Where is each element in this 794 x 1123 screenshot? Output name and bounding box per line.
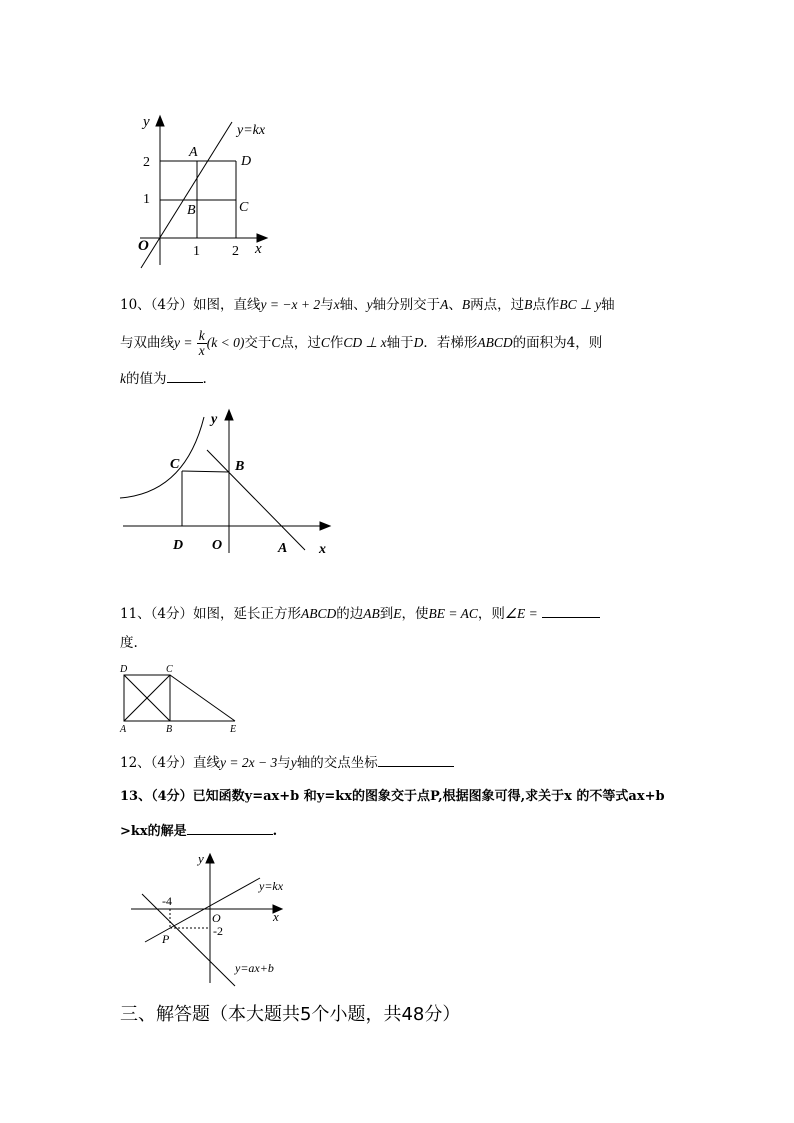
point-label-e: E	[230, 724, 237, 735]
line-y-ax-plus-b	[142, 894, 235, 986]
question-number: 11、（4分）	[120, 606, 194, 622]
question-10-line-2	[120, 328, 602, 358]
var-y: y	[290, 755, 297, 770]
text: 度.	[120, 635, 138, 651]
point-label-a: A	[189, 145, 198, 160]
answer-blank[interactable]	[378, 752, 454, 767]
text: 轴于	[386, 335, 414, 351]
text: 两点，过	[470, 297, 525, 313]
equation-line: y = 2x − 3	[220, 755, 278, 770]
point-label-b: B	[166, 724, 173, 735]
point-label-b: B	[187, 203, 196, 218]
question-11-line-2	[120, 634, 138, 652]
text: 点，过	[280, 335, 321, 351]
var-x: x	[333, 297, 340, 312]
line-y-kx	[141, 122, 232, 268]
question-10-line-3	[120, 368, 207, 388]
perpendicular-bc: BC ⊥ y	[559, 297, 602, 312]
y-axis-label: y	[211, 412, 218, 427]
tick-label-y-2: 2	[143, 155, 150, 170]
text: 的面积为4，则	[512, 335, 603, 351]
point-a: A	[440, 297, 449, 312]
point-d: D	[413, 335, 424, 350]
section-3-heading: 三、解答题（本大题共5个小题，共48分）	[120, 1004, 461, 1025]
text: 直线	[193, 755, 221, 771]
point-label-d: D	[120, 664, 128, 675]
text: 轴	[601, 297, 615, 313]
angle-e: ∠E =	[504, 606, 538, 621]
text: .	[202, 371, 207, 387]
equation-be-ac: BE = AC	[428, 606, 478, 621]
x-axis-label: x	[273, 909, 279, 924]
question-10-line-1	[120, 296, 615, 314]
point-label-d: D	[241, 154, 252, 169]
figure-q11-square	[115, 662, 245, 734]
fraction-k-over-x	[197, 329, 207, 358]
segment-bc	[182, 471, 229, 472]
text: 如图，延长正方形	[193, 606, 302, 622]
origin-label: O	[212, 911, 221, 925]
y-axis-label: y	[143, 114, 150, 130]
line-label-y-ax-plus-b: y=ax+b	[235, 961, 274, 975]
text: 到	[379, 606, 394, 622]
point-c: C	[271, 335, 281, 350]
question-12	[120, 752, 454, 772]
question-13-line-2	[120, 820, 277, 841]
y-axis-arrow	[156, 116, 164, 126]
question-11-line-1	[120, 603, 600, 623]
question-text: 13、（4分）已知函数y=ax+b 和y=kx的图象交于点P,根据图象可得,求关于x 的不等式ax+b	[120, 789, 665, 804]
point-b: B	[524, 297, 533, 312]
tick-label-x-2: 2	[232, 244, 239, 259]
text: 轴分别交于	[372, 297, 441, 313]
point-label-a: A	[278, 541, 288, 556]
text: 作	[329, 335, 344, 351]
question-13-line-1	[120, 788, 665, 806]
point-label-b: B	[235, 459, 245, 474]
answer-blank[interactable]	[187, 820, 273, 835]
text: 与	[277, 755, 291, 771]
text: 与双曲线	[120, 335, 174, 351]
text: 的边	[336, 606, 364, 622]
point-label-p: P	[162, 932, 170, 946]
point-label-c: C	[239, 200, 249, 215]
y-axis-arrow	[206, 854, 214, 863]
origin-label: O	[138, 238, 149, 254]
figure-q10-graph	[115, 405, 340, 560]
point-b: B	[461, 297, 471, 312]
var-y: y	[366, 297, 373, 312]
answer-blank[interactable]	[167, 368, 203, 383]
line-label-y-kx: y=kx	[259, 879, 284, 893]
text: 、	[448, 297, 462, 313]
y-axis-label: y	[198, 851, 204, 866]
fraction-denominator: x	[198, 343, 205, 358]
text: 如图，直线	[193, 297, 261, 313]
point-label-a: A	[120, 724, 127, 735]
equation-line: y = −x + 2	[260, 297, 321, 312]
point-label-c: C	[170, 457, 180, 472]
tick-label-y-1: 1	[143, 192, 150, 207]
segment-ce	[170, 675, 235, 721]
fraction-numerator: k	[198, 328, 205, 343]
text: 与	[320, 297, 334, 313]
side-ab: AB	[363, 606, 380, 621]
text: 轴的交点坐标	[296, 755, 378, 771]
x-axis-arrow	[320, 522, 330, 530]
point-e: E	[393, 606, 402, 621]
line-ab	[207, 450, 305, 550]
tick-label-x-1: 1	[193, 244, 200, 259]
point-label-d: D	[173, 538, 184, 553]
text: 轴、	[339, 297, 367, 313]
text: ，则	[477, 606, 505, 622]
perpendicular-cd: CD ⊥ x	[343, 335, 387, 350]
line-label-y-kx: y=kx	[237, 123, 266, 138]
figure-q9-graph	[115, 110, 285, 275]
question-text: >kx的解是	[120, 824, 187, 839]
hyperbola-curve	[120, 417, 204, 498]
origin-label: O	[212, 538, 223, 553]
square-abcd: ABCD	[301, 606, 337, 621]
text: ．若梯形	[423, 335, 478, 351]
question-number: 10、（4分）	[120, 297, 194, 313]
equation-hyperbola: y =	[174, 335, 193, 350]
y-axis-arrow	[225, 410, 233, 420]
text: 的值为	[126, 371, 167, 387]
text: .	[272, 824, 278, 839]
x-axis-label: x	[319, 542, 326, 557]
text: 交于	[244, 335, 272, 351]
question-number: 12、（4分）	[120, 755, 194, 771]
point-label-c: C	[166, 664, 173, 675]
tick-label-neg4: -4	[162, 894, 172, 908]
text: ，使	[401, 606, 429, 622]
tick-label-neg2: -2	[213, 924, 223, 938]
var-k: k	[120, 371, 126, 386]
trapezoid-abcd: ABCD	[477, 335, 513, 350]
text: 点作	[532, 297, 560, 313]
point-c: C	[320, 335, 330, 350]
x-axis-label: x	[255, 241, 262, 257]
answer-blank[interactable]	[542, 603, 600, 618]
condition: (k < 0)	[206, 335, 245, 350]
figure-q13-graph	[125, 848, 295, 988]
